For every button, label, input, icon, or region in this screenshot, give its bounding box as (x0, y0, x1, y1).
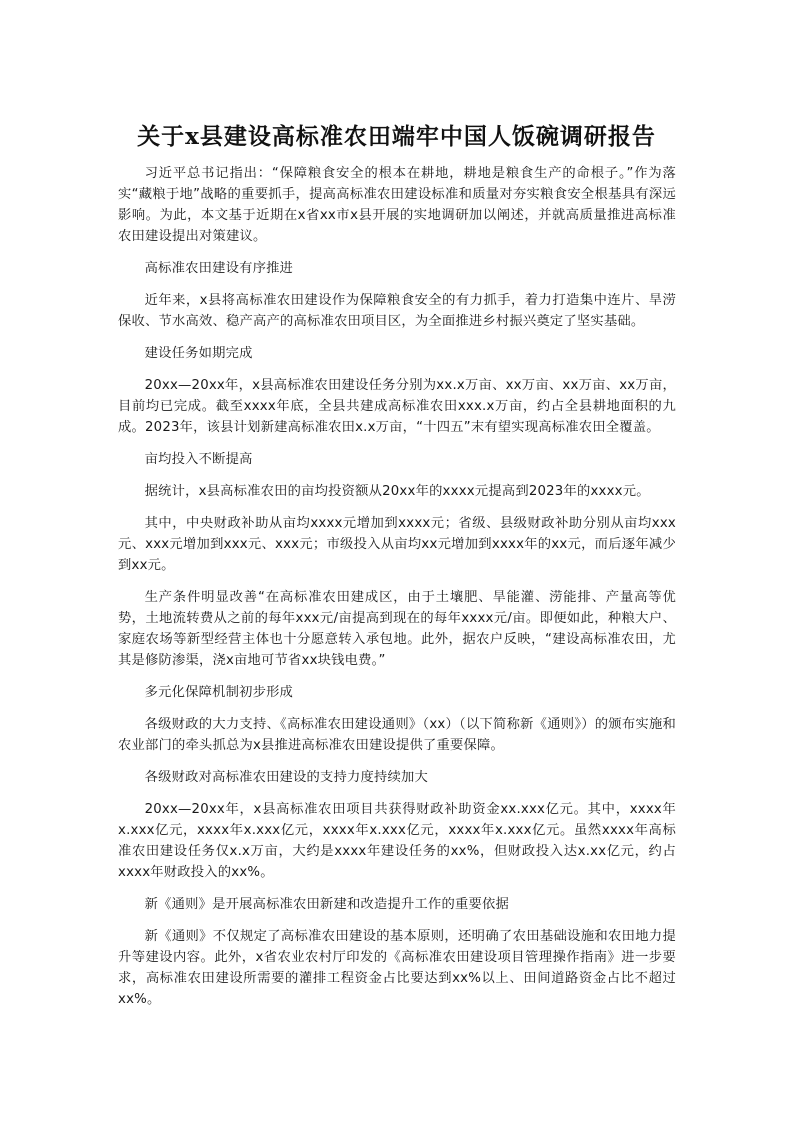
section-heading: 高标准农田建设有序推进 (144, 261, 294, 276)
paragraph-gap (118, 756, 676, 767)
paragraph-gap (118, 332, 676, 343)
body-paragraph: 各级财政的大力支持、《高标准农田建设通则》（xx）（以下简称新《通则》）的颁布实施和农业部门的牵头抓总为x县推进高标准农田建设提供了重要保障。 (118, 717, 676, 753)
body-paragraph: 生产条件明显改善“在高标准农田建成区，由于土壤肥、旱能灌、涝能排、产量高等优势，土地流转费从之前的每年xxx元/亩提高到现在的每年xxxx元/亩。即便如此，种粮大户、家庭农场等新型经营主体也十分愿意转入承包地。此外，据农户反映，“建设高标准农田，尤其是修防渗渠，浇x亩地可节省xx块钱电费。” (118, 590, 676, 668)
body-paragraph: 其中，中央财政补助从亩均xxxx元增加到xxxx元；省级、县级财政补助分别从亩均xxx元、xxx元增加到xxx元、xxx元；市级投入从亩均xx元增加到xxxx年的xx元，而后逐年减少到xx元。 (118, 516, 676, 573)
paragraph-gap (118, 703, 676, 714)
paragraph-gap (118, 502, 676, 513)
section-heading: 各级财政对高标准农田建设的支持力度持续加大 (144, 770, 429, 785)
paragraph-gap (118, 470, 676, 481)
section-heading: 新《通则》是开展高标准农田新建和改造提升工作的重要依据 (144, 897, 510, 912)
body-paragraph: 20xx—20xx年，x县高标准农田项目共获得财政补助资金xx.xxx亿元。其中，xxxx年x.xxx亿元，xxxx年x.xxx亿元，xxxx年x.xxx亿元，xxxx年x.xxx亿元。虽然xxxx年高标准农田建设任务仅x.x万亩，大约是xxxx年建设任务的xx%，但财政投入达x.xx亿元，约占xxxx年财政投入的xx%。 (118, 802, 676, 880)
section-heading: 建设任务如期完成 (144, 346, 253, 361)
body-paragraph: 近年来，x县将高标准农田建设作为保障粮食安全的有力抓手，着力打造集中连片、旱涝保收、节水高效、稳产高产的高标准农田项目区，为全面推进乡村振兴奠定了坚实基础。 (118, 293, 676, 329)
paragraph-gap (118, 438, 676, 449)
paragraph-gap (118, 247, 676, 258)
body-paragraph: 据统计，x县高标准农田的亩均投资额从20xx年的xxxx元提高到2023年的xxxx元。 (144, 484, 650, 499)
paragraph-gap (118, 915, 676, 926)
paragraph-gap (118, 883, 676, 894)
section-heading: 多元化保障机制初步形成 (144, 685, 294, 700)
document-title: 关于x县建设高标准农田端牢中国人饭碗调研报告 (137, 123, 656, 150)
paragraph-gap (118, 671, 676, 682)
body-paragraph: 习近平总书记指出：“保障粮食安全的根本在耕地，耕地是粮食生产的命根子。”作为落实“藏粮于地”战略的重要抓手，提高高标准农田建设标准和质量对夯实粮食安全根基具有深远影响。为此，本文基于近期在x省xx市x县开展的实地调研加以阐述，并就高质量推进高标准农田建设提出对策建议。 (118, 166, 676, 244)
section-heading: 亩均投入不断提高 (144, 452, 253, 467)
body-paragraph: 新《通则》不仅规定了高标准农田建设的基本原则，还明确了农田基础设施和农田地力提升等建设内容。此外，x省农业农村厅印发的《高标准农田建设项目管理操作指南》进一步要求，高标准农田建设所需要的灌排工程资金占比要达到xx%以上、田间道路资金占比不超过xx%。 (118, 929, 676, 1007)
paragraph-gap (118, 788, 676, 799)
paragraph-gap (118, 576, 676, 587)
document-body (118, 163, 676, 1010)
paragraph-gap (118, 364, 676, 375)
body-paragraph: 20xx—20xx年，x县高标准农田建设任务分别为xx.x万亩、xx万亩、xx万亩、xx万亩，目前均已完成。截至xxxx年底，全县共建成高标准农田xxx.x万亩，约占全县耕地面积的九成。2023年，该县计划新建高标准农田x.x万亩，“十四五”末有望实现高标准农田全覆盖。 (118, 378, 676, 435)
paragraph-gap (118, 279, 676, 290)
